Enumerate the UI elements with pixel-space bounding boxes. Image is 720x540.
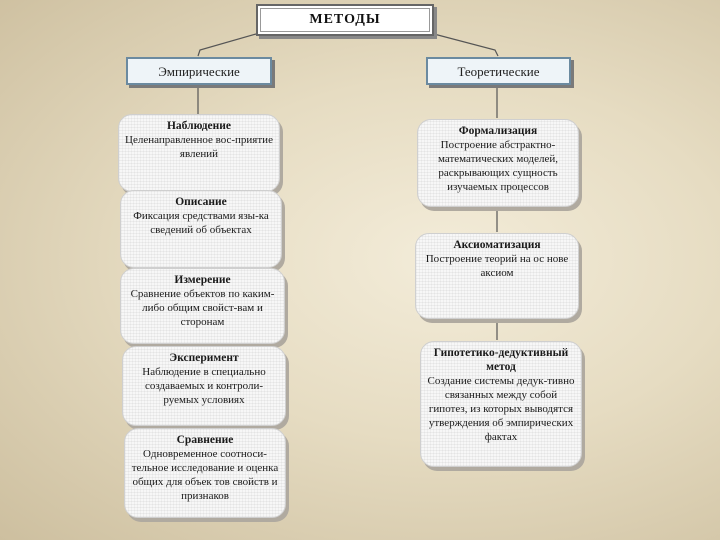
- method-card-measurement: [120, 268, 285, 344]
- method-description: Наблюдение в специально создаваемых и контроли-руемых условиях: [142, 366, 266, 406]
- method-title: Измерение: [174, 274, 231, 286]
- theoretical-header: Теоретические: [426, 57, 571, 85]
- method-description: Построение теорий на ос нове аксиом: [425, 253, 569, 279]
- method-description: Целенаправленное вос-приятие явлений: [125, 134, 273, 160]
- method-card-hypothetico-deductive: [420, 341, 582, 467]
- methods-title: МЕТОДЫ: [256, 4, 434, 36]
- method-title: Эксперимент: [169, 352, 239, 364]
- method-description: Построение абстрактно-математических моделей, раскрывающих сущность изучаемых процессов: [437, 139, 559, 193]
- method-title: Наблюдение: [166, 120, 232, 132]
- method-description: Одновременное соотноси-тельное исследование и оценка общих для объек тов свойств и признаков: [131, 448, 279, 502]
- method-card-observation: [118, 114, 280, 192]
- method-title: Аксиоматизация: [453, 239, 541, 251]
- method-title: Описание: [175, 196, 227, 208]
- method-title: Сравнение: [176, 434, 234, 446]
- method-card-formalization: [417, 119, 579, 207]
- empirical-header: Эмпирические: [126, 57, 272, 85]
- method-description: Создание системы дедук-тивно связанных между собой гипотез, из которых выводятся утверждения об эмпирических фактах: [427, 375, 575, 443]
- method-description: Сравнение объектов по каким-либо общим свойст-вам и сторонам: [130, 288, 275, 328]
- method-description: Фиксация средствами язы-ка сведений об объектах: [133, 210, 269, 236]
- method-card-experiment: [122, 346, 286, 426]
- method-title: Гипотетико-дедуктивный метод: [433, 347, 569, 373]
- method-card-comparison: [124, 428, 286, 518]
- method-card-axiomatization: [415, 233, 579, 319]
- method-card-description: [120, 190, 282, 268]
- method-title: Формализация: [458, 125, 538, 137]
